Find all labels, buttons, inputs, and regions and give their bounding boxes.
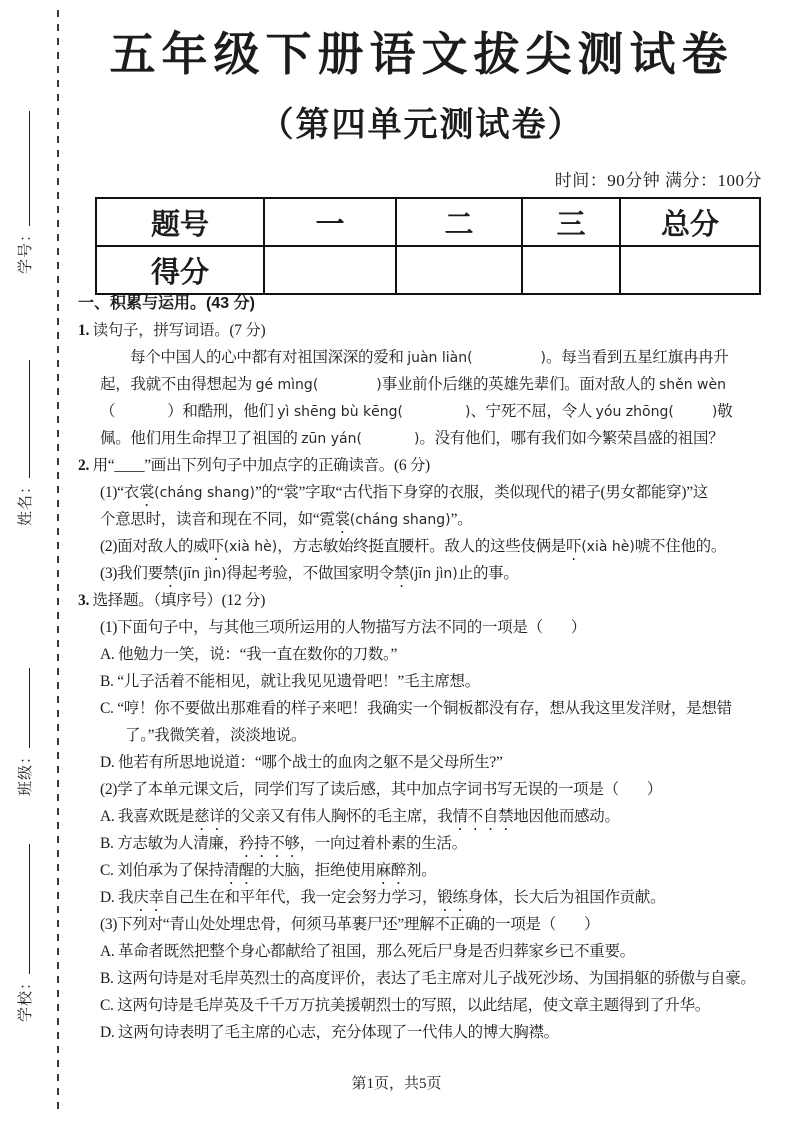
text-line [78,290,778,317]
field-underline [25,111,30,226]
text-line [130,344,778,371]
text-run: gé mìng( [255,377,319,393]
text-run: 吓 [566,538,582,555]
text-run: (3)我们要 [100,565,163,582]
text-run: ) [413,431,420,447]
score-header-cell: 三 [522,198,620,246]
text-line [125,722,778,749]
text-run: 裳 [334,511,350,528]
score-cell [522,246,620,294]
text-run: yì shēng bù kēng( [277,404,403,420]
text-line [100,668,778,695]
text-run: (cháng shang) [349,512,451,528]
score-row-label: 得分 [96,246,264,294]
text-line [78,587,778,614]
text-run: 3. [78,592,93,609]
text-run: D. 我 [100,889,134,906]
text-run: 矜持不够 [238,835,300,852]
text-run: (3)下列对“青山处处埋忠骨，何须马革裹尸还”理解不正确的一项是（ [100,916,556,933]
score-header-cell: 题号 [96,198,264,246]
text-line [100,479,778,506]
text-line [100,992,778,1019]
page-title: 五年级下册语文拔尖测试卷 [109,29,734,80]
text-run: ） [646,781,662,798]
margin-field-label: 姓名： [18,477,34,526]
text-run: zūn yán( [301,431,362,447]
text-run: 起，我就不由得想起为 [100,376,256,393]
text-line [100,803,778,830]
margin-field-label: 班级： [18,747,34,796]
margin-field-student-number [14,111,35,274]
text-run: 身体，长大后为祖国作贡献。 [467,889,666,906]
page-footer: 第1页，共5页 [351,1076,442,1092]
text-run: ，一向过着朴素的生活。 [299,835,467,852]
text-run: 了。”我微笑着，淡淡地说。 [125,727,307,744]
text-line [78,452,778,479]
text-line [100,776,778,803]
text-run: 用“____”画出下列句子中加点字的正确读音。(6 分) [92,457,430,474]
text-line [100,614,778,641]
text-run: ，方志敏始终挺直腰杆。敌人的这些伎俩是 [277,538,567,555]
text-line [100,533,778,560]
score-header-cell: 总分 [620,198,760,246]
text-run: C. “哼！你不要做出那难看的样子来吧！我确实一个铜板都没有存，想从我这里发洋财，是想错 [100,700,732,717]
text-run: 选择题。（填序号）(12 分) [92,592,266,609]
margin-field-school [14,844,35,1022]
margin-field-student-name [14,360,35,526]
text-run: shěn wèn [658,377,726,393]
text-run: 止的事。 [457,565,519,582]
text-run: ） [583,916,600,933]
text-run: ”。 [450,511,473,528]
text-run: yóu zhōng( [595,404,674,420]
body-lines [78,290,778,1046]
text-run: (cháng shang) [154,485,255,501]
score-cell [620,246,760,294]
text-run: 的大脑，拒绝使用 [254,862,376,879]
text-line [100,425,778,452]
text-run: A. 他勉力一笑，说：“我一直在数你的刀数。” [100,646,398,663]
text-run: 个意思时，读音和现在不同，如“霓 [100,511,335,528]
text-run: 禁 [393,565,410,582]
text-run: A. 我喜欢既是 [100,808,195,825]
score-header-cell: 一 [264,198,396,246]
text-run: (1)“衣 [100,484,139,501]
text-run: 事业前仆后继的英雄先辈们。面对敌人的 [381,376,659,393]
text-line [100,911,778,938]
text-run: 地因他而感动。 [513,808,620,825]
text-line [100,641,778,668]
text-run: (xià hè) [223,539,278,555]
text-run: (xià hè) [581,539,635,555]
text-line [100,695,778,722]
text-run: 得起考验，不做国家明令 [226,565,394,582]
text-run: 裳 [138,484,155,501]
text-run: D. 他若有所思地说道：“哪个战士的血肉之躯不是父母所生?” [100,754,503,771]
text-run: 1. [78,322,93,339]
exam-meta: 时间：90分钟 满分：100分 [554,171,762,190]
score-table-header-row [96,198,760,246]
text-line [100,506,778,533]
text-run: (jīn jìn) [409,566,458,582]
text-run: (2)面对敌人的威 [100,538,209,555]
binding-dashed-line [57,10,59,1115]
text-line [100,884,778,911]
text-line [100,560,778,587]
text-line [100,398,778,425]
text-run: 庆幸 [133,889,164,906]
text-line [78,317,778,344]
score-cell [264,246,396,294]
field-underline [25,668,30,748]
text-line [100,965,778,992]
text-run: 。每当看到五星红旗冉冉升 [546,349,729,366]
text-run: B. 方志敏为人清廉， [100,835,239,852]
text-run: 、宁死不屈，令人 [470,403,596,420]
text-run: ) [540,350,547,366]
margin-field-label: 学号： [18,225,34,274]
text-run: 自己生在和平年代，我一定会努力学习， [163,889,438,906]
field-underline [25,844,30,974]
text-run: 慈详 [194,808,225,825]
text-run: 敬 [717,403,733,420]
text-line [100,371,778,398]
text-run: 每个中国人的心中都有对祖国深深的爱和 [130,349,408,366]
margin-field-class [14,668,35,796]
score-header-cell: 二 [396,198,522,246]
text-run: B. 这两句诗是对毛岸英烈士的高度评价，表达了毛主席对儿子战死沙场、为国捐躯的骄傲与自豪。 [100,970,756,987]
text-run: B. “儿子活着不能相见，就让我见见遗骨吧！”毛主席想。 [100,673,480,690]
text-line [100,857,778,884]
text-run: 。没有他们，哪有我们如今繁荣昌盛的祖国？ [419,430,724,447]
margin-field-label: 学校： [18,973,34,1022]
text-run: C. 这两句诗是毛岸英及千千万万抗美援朝烈士的写照，以此结尾，使文章主题得到了升华。 [100,997,710,1014]
text-line [100,1019,778,1046]
text-run: (jīn jìn) [177,566,227,582]
score-table-score-row [96,246,760,294]
text-run: 2. [78,457,93,474]
text-run: 禁 [162,565,178,582]
text-run: 佩。他们用生命捍卫了祖国的 [100,430,302,447]
text-run: A. 革命者既然把整个身心都献给了祖国，那么死后尸身是否归葬家乡已不重要。 [100,943,635,960]
text-line [100,938,778,965]
text-run: ”的“裳”字取“古代指下身穿的衣服，类似现代的裙子(男女都能穿)”这 [254,484,708,501]
text-line [100,830,778,857]
text-run: D. 这两句诗表明了毛主席的心志，充分体现了一代伟人的博大胸襟。 [100,1024,559,1041]
text-run: （ [100,403,116,420]
text-run: (1)下面句子中，与其他三项所运用的人物描写方法不同的一项是（ [100,619,543,636]
score-table [95,197,761,295]
text-run: 清醒 [223,862,254,879]
field-underline [25,360,30,478]
text-run: C. 刘伯承为了保持 [100,862,224,879]
text-run: ) [376,377,382,393]
text-run: 吓 [208,538,224,555]
text-run: 剂。 [406,862,437,879]
text-run: ) [711,404,718,420]
text-run: 读句子，拼写词语。(7 分) [92,322,266,339]
text-run: 一、积累与运用。(43 分) [78,295,255,312]
text-run: 唬不住他的。 [634,538,727,555]
text-run: (2)学了本单元课文后，同学们写了读后感，其中加点字词书写无误的一项是（ [100,781,619,798]
text-run: 麻醉 [375,862,407,879]
text-run: juàn liàn( [407,350,473,366]
text-run: 情不自禁 [452,808,514,825]
text-run: ) [464,404,471,420]
text-run: 锻练 [437,889,468,906]
text-run: ）和酷刑，他们 [167,403,278,420]
text-run: 的父亲又有伟人胸怀的毛主席，我 [224,808,453,825]
text-run: ） [570,619,586,636]
text-line [100,749,778,776]
score-cell [396,246,522,294]
page-subtitle: （第四单元测试卷） [259,107,584,144]
